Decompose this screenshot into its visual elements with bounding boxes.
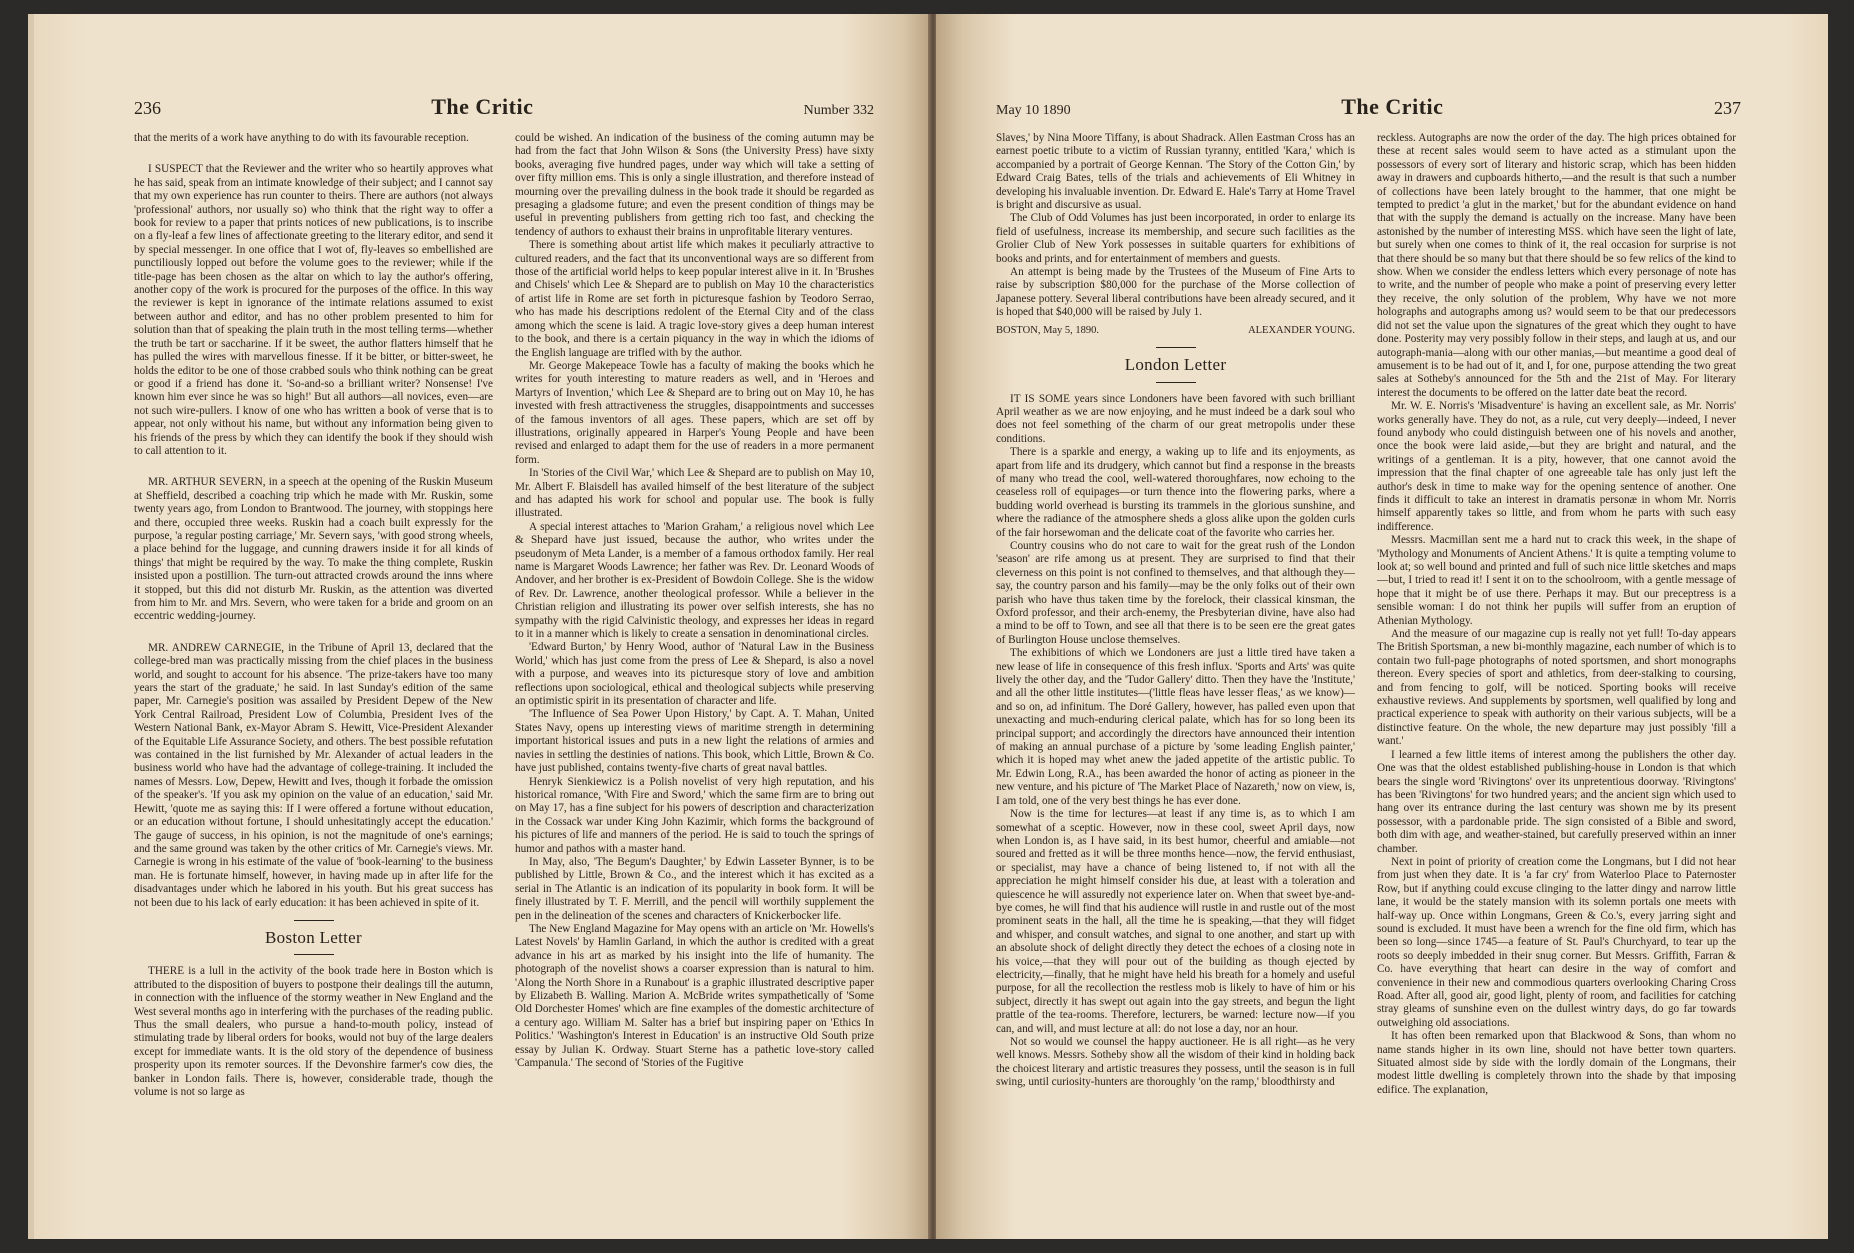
running-title: The Critic (431, 94, 534, 119)
section-rule (294, 920, 334, 921)
left-page (28, 14, 930, 1239)
right-page-columns (996, 132, 1741, 1097)
issue-number: Number 332 (803, 103, 874, 118)
paragraph: A special interest attaches to 'Marion Graham,' a religious novel which Lee & Shepard have just issued, because the author, who writes under the pseudonym of Meta Lander, is a member of a famous orthodox family. Her real name is Margaret Woods Lawrence; her father was Rev. Dr. Leonard Woods of Andover, and her brother is ex-President of Bowdoin College. She is the widow of Rev. Dr. Lawrence, another theological professor. While a believer in the Christian religion and illustrating its power over selfish interests, she has no sympathy with the rigid Calvinistic theology, and expresses her ideas in regard to it in a manner which is likely to create a sensation in denominational circles. (515, 520, 874, 641)
paragraph: Country cousins who do not care to wait for the great rush of the London 'season' are rife among us at present. They are surprised to find that their cleverness on this point is not confined to themselves, and that although they—say, the country parson and his family—may be the only folks out of their own parish who have thus taken time by the forelock, their classical kinsman, the Oxford professor, and their arch-enemy, the Presbyterian divine, have also had a mind to be off to Town, and see all that there is to be seen ere the great gates of Burlington House unclose themselves. (996, 539, 1355, 646)
paragraph: It has often been remarked upon that Blackwood & Sons, than whom no name stands higher in its own line, should not have better town quarters. Situated almost side by side with the lordly domain of the Longmans, their modest little dwelling is completely thrown into the shade by that imposing edifice. The explanation, (1377, 1030, 1736, 1096)
section-rule (294, 954, 334, 955)
left-column-2 (515, 132, 874, 1099)
paragraph: There is a sparkle and energy, a waking up to life and its enjoyments, as apart from life and its drudgery, which cannot but find a response in the breasts of many who tread the cool, well-watered thoroughfares, now echoing to the ceaseless roll of equipages—or turn thence into the flowering parks, where a budding world overhead is bursting its trammels in the glorious sunshine, and where the radiance of the atmosphere sheds a gloss alike upon the golden curls of the fair horsewoman and the delicate coat of the favorite who carries her. (996, 446, 1355, 539)
boston-letter-heading: Boston Letter (265, 927, 362, 947)
paragraph: that the merits of a work have anything to do with its favourable reception. (134, 132, 469, 144)
section-rule (1156, 347, 1196, 348)
paragraph: And the measure of our magazine cup is really not yet full! To-day appears The British Sportsman, a new bi-monthly magazine, each number of which is to contain two full-page photographs of noted sportsmen, and short monographs thereon. Every species of sport and athletics, from deer-stalking to coursing, and from fencing to golf, will be noticed. Sporting books will receive exhaustive reviews. And supplements by sportsmen, well qualified by long and practical experience to speak with authority on their various subjects, will be a distinctive feature. On the whole, the new departure may just possibly 'fill a want.' (1377, 628, 1736, 748)
page-number: 236 (134, 98, 161, 118)
paragraph: Mr. George Makepeace Towle has a faculty of making the books which he writes for youth interesting to mature readers as well, and in 'Heroes and Martyrs of Invention,' which Lee & Shepard are to bring out on May 10, he has invested with fresh attractiveness the struggles, disappointments and successes of the famous inventors of all ages. These papers, which are set off by illustrations, originally appeared in Harper's Young People and have been revised and enlarged to adapt them for the use of readers in a more permanent form. (515, 359, 874, 466)
paragraph: I SUSPECT that the Reviewer and the writer who so heartily approves what he has said, speak from an intimate knowledge of their subject; and I cannot say that my own experience has run counter to theirs. There are authors (not always 'professional' authors, nor usually so) who think that the right way to offer a book for review to a paper that prints notices of new publications, is to inscribe on a fly-leaf a few lines of affectionate greeting to the literary editor, and send it by special messenger. In one office that I wot of, fly-leaves so embellished are punctiliously lopped out before the volume goes to the reviewer; while if the title-page has been chosen as the altar on which to lay the author's offering, another copy of the work is procured for the purposes of the office. In this way the reviewer is kept in ignorance of the intimate relations assumed to exist between author and editor, and has no other problem presented to him for solution than that of speaking the plain truth in the most telling terms—whether the truth be tart or saccharine. If it be sweet, the author flatters himself that he has pulled the wires with marvellous finesse. If it be bitter, or bitter-sweet, he holds the editor to be one of those crabbed souls who think nothing can be great or good if a friend has done it. 'So-and-so a brilliant writer? Nonsense! I've known him ever since he was so high!' But all authors—all novices, even—are not such wire-pullers. I know of one who has written a book of verse that is to appear, not only without his name, but without any information being given to his friends of the press by which they can identify the book if they should wish to call attention to it. (134, 163, 493, 457)
paragraph: An attempt is being made by the Trustees of the Museum of Fine Arts to raise by subscription $80,000 for the purchase of the Morse collection of Japanese pottery. Several liberal contributions have been already secured, and it is hoped that $40,000 will be raised by July 1. (996, 266, 1355, 319)
right-page-header (996, 94, 1741, 124)
letter-signature (996, 324, 1355, 337)
paragraph: There is something about artist life which makes it peculiarly attractive to cultured readers, and the fact that its unconventional ways are so different from those of the artificial world helps to keep popular interest alive in it. In 'Brushes and Chisels' which Lee & Shepard are to publish on May 10 the characteristics of artist life in Rome are set forth in picturesque fashion by Teodoro Serrao, who has made his descriptions redolent of the Eternal City and of the class among which the scene is laid. A tragic love-story gives a deep human interest to the book, and there is a certain piquancy in the way in which the idioms of the English language are trifled with by the author. (515, 239, 874, 359)
paragraph: The exhibitions of which we Londoners are just a little tired have taken a new lease of life in consequence of this fresh influx. 'Sports and Arts' was quite lively the other day, and the 'Tudor Gallery' ditto. Then they have the 'Institute,' and all the other little institutes—('little fleas have lesser fleas,' as we know)—and so on, ad infinitum. The Doré Gallery, however, has palled even upon that unexacting and much-enduring clerical palate, which has for so long been its principal support; and accordingly the directors have announced their intention of making an annual purchase of a picture by 'some leading English painter,' which it is hoped may whet anew the jaded appetite of the artistic public. To Mr. Edwin Long, R.A., has been awarded the honor of acting as pioneer in the new venture, and his picture of 'The Market Place of Nazareth,' now on view, is, I am told, one of the very best things he has ever done. (996, 647, 1355, 807)
paragraph: MR. ANDREW CARNEGIE, in the Tribune of April 13, declared that the college-bred man was practically missing from the chief places in the business world, and sought to account for his absence. 'The prize-takers have too many years the start of the graduate,' he said. In last Sunday's edition of the same paper, Mr. Carnegie's position was assailed by President Depew of the New York Central Railroad, President Low of Columbia, President Ives of the Western National Bank, ex-Mayor Abram S. Hewitt, Vice-President Alexander of the Equitable Life Assurance Society, and others. The best possible refutation was contained in the list furnished by Mr. Alexander of actual leaders in the business world who have had the advantage of college-training. It included the names of Messrs. Low, Depew, Hewitt and Ives, though it forbade the omission of the speaker's. 'If you ask my opinion on the value of an education,' said Mr. Hewitt, 'quote me as saying this: If I were offered a fortune without education, or an education without fortune, I should unhesitatingly accept the education.' The gauge of success, in his opinion, is not the magnitude of one's earnings; and the same ground was taken by the other critics of Mr. Carnegie's views. Mr. Carnegie is wrong in his estimate of the value of 'book-learning' to the business man. He is fortunate himself, however, in having made up in after life for the disadvantages under which he labored in his youth. But his great success has not been due to his lack of early education: it has been achieved in spite of it. (134, 641, 493, 909)
paragraph: 'Edward Burton,' by Henry Wood, author of 'Natural Law in the Business World,' which has just come from the press of Lee & Shepard, is also a novel with a purpose, and weaves into its picturesque story of love and ambition reflections upon sociological, ethical and theological subjects while preserving an optimistic spirit in its presentation of character and life. (515, 641, 874, 708)
right-column-2 (1377, 132, 1736, 1097)
section-rule (1156, 382, 1196, 383)
paragraph: Messrs. Macmillan sent me a hard nut to crack this week, in the shape of 'Mythology and Monuments of Ancient Athens.' It is quite a tempting volume to look at; so well bound and printed and full of such nice little sketches and maps—but, I tried to read it! I sent it on to the schoolroom, with a gentle message of hope that it might be of use there. Perhaps it may. But our preceptress is a sensible woman: I do not think her pupils will suffer from an eruption of Athenian Mythology. (1377, 534, 1736, 627)
page-number: 237 (1713, 98, 1741, 118)
paragraph: In May, also, 'The Begum's Daughter,' by Edwin Lasseter Bynner, is to be published by Little, Brown & Co., and the interest which it has excited as a serial in The Atlantic is an indication of its popularity in book form. It will be finely illustrated by T. F. Merrill, and the pencil will worthily supplement the pen in the delineation of the scenes and characters of Knickerbocker life. (515, 855, 874, 922)
signature-name: ALEXANDER YOUNG. (1248, 324, 1355, 336)
paragraph: MR. ARTHUR SEVERN, in a speech at the opening of the Ruskin Museum at Sheffield, described a coaching trip which he made with Mr. Ruskin, some twenty years ago, from London to Brantwood. The journey, with stoppings here and there, occupied three weeks. Ruskin had a coach built expressly for the purpose, 'a regular posting carriage,' Mr. Severn says, 'with good strong wheels, a place behind for the luggage, and cunning drawers inside it for all kinds of things' that might be required by the way. To make the thing complete, Ruskin insisted upon a postillion. The turn-out attracted crowds around the inns where it stopped, but this did not disturb Mr. Ruskin, as the attention was diverted from him to Mr. and Mrs. Severn, who were taken for a bride and groom on an eccentric wedding-journey. (134, 476, 493, 623)
paragraph: 'The Influence of Sea Power Upon History,' by Capt. A. T. Mahan, United States Navy, opens up interesting views of maritime strength in determining important historical issues and puts in a new light the relations of armies and navies in settling the destinies of nations. This book, which Little, Brown & Co. have just published, contains twenty-five charts of great naval battles. (515, 708, 874, 775)
paragraph: Not so would we counsel the happy auctioneer. He is all right—as he very well knows. Messrs. Sotheby show all the wisdom of their kind in holding back the choicest literary and artistic treasures they possess, until the season is in full swing, until curiosity-hunters are thoroughly 'on the ramp,' bloodthirsty and (996, 1036, 1355, 1089)
paragraph: Henryk Sienkiewicz is a Polish novelist of very high reputation, and his historical romance, 'With Fire and Sword,' which the same firm are to bring out on May 17, has a fine subject for his powers of description and characterization in the Cossack war under King John Kazimir, which forms the background of his pictures of life and manners of the period. He is said to touch the springs of humor and pathos with a master hand. (515, 775, 874, 855)
magazine-spread (28, 14, 1828, 1239)
london-letter-heading: London Letter (1124, 355, 1227, 375)
paragraph: THERE is a lull in the activity of the book trade here in Boston which is attributed to the disposition of buyers to postpone their dealings till the autumn, in connection with the influence of the stormy weather in New England and the West several months ago in interfering with the purchases of the reading public. Thus the small dealers, who pursue a hand-to-mouth policy, instead of stimulating trade by liberal orders for books, would not buy of the large dealers except for immediate wants. It is the old story of the dependence of business prosperity upon its remoter sources. If the Devonshire farmer's cow dies, the banker in London fails. There is, however, considerable trade, though the volume is not so large as (134, 965, 493, 1098)
paragraph: Mr. W. E. Norris's 'Misadventure' is having an excellent sale, as Mr. Norris' works generally have. They do not, as a rule, cut very deeply—indeed, I never found anybody who could distinguish between one of his novels and another, once the book were laid aside,—but they are bright and natural, and the writings of a gentleman. It is a pity, however, that one cannot avoid the impression that the final chapter of one agreeable tale has only just left the author's desk in time to make way for the opening sentence of another. One finds it difficult to take an interest in dramatis personæ in whom Mr. Norris himself apparently takes so little, and from whom he parts with such easy indifference. (1377, 400, 1736, 533)
paragraph: In 'Stories of the Civil War,' which Lee & Shepard are to publish on May 10, Mr. Albert F. Blaisdell has availed himself of the best literature of the subject and has adapted his work for school and popular use. The book is fully illustrated. (515, 467, 874, 520)
paragraph: reckless. Autographs are now the order of the day. The high prices obtained for these at recent sales would seem to have acted as a stimulant upon the possessors of every sort of literary and historic scrap, which has been hidden away in drawers and cupboards hitherto,—and the result is that such a number of collections have been lately brought to the hammer, that one might be tempted to predict 'a glut in the market,' but for the abundant evidence on hand that with the supply the demand is actually on the increase. Many have been astonished by the number of interesting MSS. which have seen the light of late, but surely when one comes to think of it, the real occasion for surprise is not that there should be so many but that there should be so few relics of the kind to show. When we consider the endless letters which every personage of note has to write, and the number of people who make a point of preserving every letter they receive, the only solution of the problem, Why have we not more holographs and autographs among us? would seem to be that our predecessors did not set the value upon the signatures of the great which they ought to have done. Posterity may very possibly follow in their steps, and laugh at us, and our autograph-mania—along with our other manias,—but meantime a good deal of amusement is to be had out of it, and I, for one, purpose attending the two great sales at Sotheby's announced for the 5th and the 21st of May. For literary interest the documents to be offered on the latter date beat the record. (1377, 132, 1736, 399)
running-title: The Critic (1341, 94, 1444, 119)
left-page-columns (134, 132, 874, 1099)
paragraph: Now is the time for lectures—at least if any time is, as to which I am somewhat of a sceptic. However, now in these cool, sweet April days, now when London is, as I have said, in its best humor, cheerful and amiable—not soured and fretted as it will be three months hence—now, the fervid enthusiast, or specialist, may have a chance of being listened to, if not with all the appreciation he might himself consider his due, at least with a toleration and quiescence he will assuredly not experience later on. When that sweet bye-and-bye comes, he will find that his audience will rustle in and rustle out of the most prominent seats in the hall, all the time he is speaking,—that they will fidget and whisper, and consult watches, and signal to one another, and start up with an absolute shock of delight directly they detect the echoes of a closing note in his voice,—that they will pour out of the building as though ejected by electricity,—finally, that he might have held his breath for a homely and useful purpose, for all the recollection the restless mob is likely to have of him or his subject, directly it has swept out again into the gay streets, and begun the light prattle of the tea-rooms. Therefore, lecturers, be warned: lecture now—if you can, and will, and must lecture at all: do not lose a day, nor an hour. (996, 808, 1355, 1035)
signature-place-date: BOSTON, May 5, 1890. (996, 324, 1100, 336)
issue-date: May 10 1890 (996, 103, 1071, 118)
paragraph: I learned a few little items of interest among the publishers the other day. One was that the oldest established publishing-house in London is that which bears the single word 'Rivingtons' over its unpretentious doorway. 'Rivingtons' has been 'Rivingtons' for two hundred years; and the ancient sign which used to hang over its entrance during the last century was shown me by its present possessor, with a pardonable pride. The sign consisted of a Bible and sword, both dim with age, and weather-stained, but carefully preserved within an inner chamber. (1377, 748, 1736, 855)
left-page-header (134, 94, 874, 124)
left-column-1 (134, 132, 493, 1099)
paragraph: could be wished. An indication of the business of the coming autumn may be had from the fact that John Wilson & Sons (the University Press) have sixty books, averaging five hundred pages, under way which will take a setting of over fifty million ems. This is only a single illustration, and therefore instead of mourning over the prevailing dulness in the book trade it should be regarded as presaging a gladsome future; and even the present condition of things may be useful in preventing publishers from getting rich too fast, and checking the tendency of authors to exhaust their brains in unprofitable literary ventures. (515, 132, 874, 238)
paragraph: The New England Magazine for May opens with an article on 'Mr. Howells's Latest Novels' by Hamlin Garland, in which the author is credited with a great advance in his art as marked by his insight into the life of humanity. The photograph of the novelist shows a coarser expression than is natural to him. 'Along the North Shore in a Runabout' is a graphic illustrated descriptive paper by Elizabeth B. Walling. Marion A. McBride writes sympathetically of 'Some Old Dorchester Homes' which are fine examples of the domestic architecture of a century ago. William M. Salter has a brief but inspiring paper on 'Ethics In Politics.' 'Washington's Interest in Education' is an instructive Old South prize essay by Julian K. Ordway. Stuart Sterne has a pathetic love-story called 'Campanula.' The second of 'Stories of the Fugitive (515, 922, 874, 1070)
paragraph: The Club of Odd Volumes has just been incorporated, in order to enlarge its field of usefulness, increase its membership, and secure such facilities as the Grolier Club of New York possesses in suitable quarters for exhibitions of books and prints, and for entertainment of members and guests. (996, 212, 1355, 265)
right-page (936, 14, 1828, 1239)
paragraph: Next in point of priority of creation come the Longmans, but I did not hear from just when they date. It is 'a far cry' from Waterloo Place to Paternoster Row, but if anything could excuse clinging to the latter dingy and narrow little lane, it would be the stately mansion with its solemn portals one meets with half-way up. Once within Longmans, Green & Co.'s, every jarring sight and sound is excluded. It must have been a wrench for the fine old firm, which has been so long—since 1745—a feature of St. Paul's Churchyard, to tear up the roots so deeply imbedded in their snug corner. But Messrs. Griffith, Farran & Co. have everything that heart can desire in the way of comfort and convenience in their new and commodious quarters overlooking Charing Cross Road. After all, good air, good light, plenty of room, and facilities for catching stray gleams of sunshine even on the dullest wintry days, do go far towards outweighing old associations. (1377, 855, 1736, 1029)
right-column-1 (996, 132, 1355, 1097)
paragraph: IT IS SOME years since Londoners have been favored with such brilliant April weather as we are now enjoying, and he must indeed be a dark soul who does not feel something of the charm of our great metropolis under these conditions. (996, 392, 1355, 445)
paragraph: Slaves,' by Nina Moore Tiffany, is about Shadrack. Allen Eastman Cross has an earnest poetic tribute to a victim of Russian tyranny, entitled 'Kara,' which is accompanied by a portrait of George Kennan. 'The Story of the Cotton Gin,' by Edward Craig Bates, tells of the trials and achievements of Eli Whitney in developing his invaluable invention. Dr. Edward E. Hale's Tarry at Home Travel is bright and discursive as usual. (996, 132, 1355, 212)
